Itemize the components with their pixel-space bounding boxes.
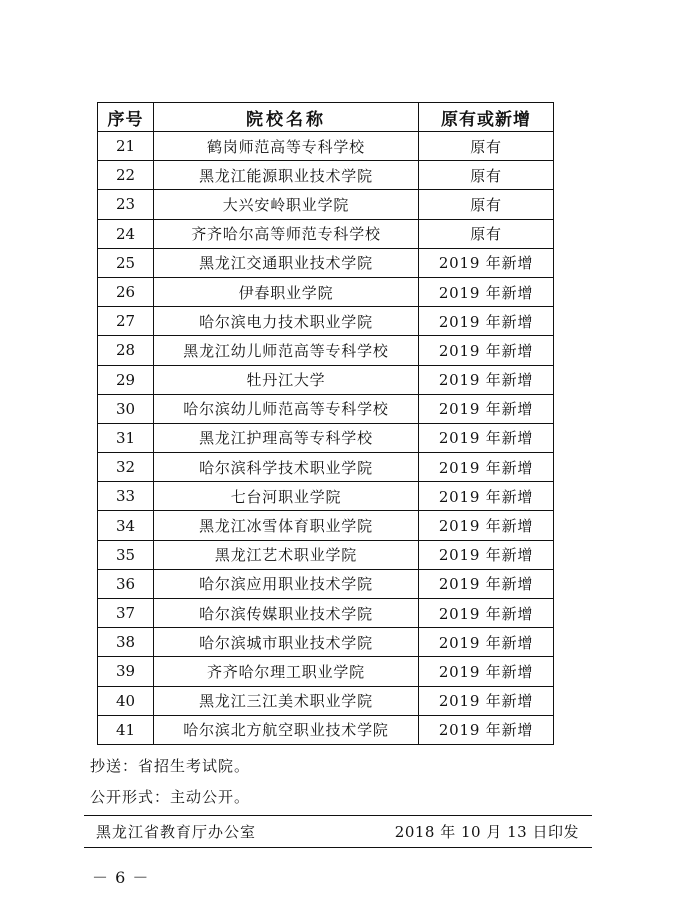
cell-institution-name: 黑龙江护理高等专科学校 [154, 423, 419, 452]
cell-serial: 30 [98, 394, 154, 423]
cell-serial: 34 [98, 511, 154, 540]
cell-status: 2019 年新增 [419, 277, 554, 306]
cell-serial: 23 [98, 190, 154, 219]
cell-serial: 32 [98, 453, 154, 482]
cell-status: 2019 年新增 [419, 569, 554, 598]
cell-institution-name: 大兴安岭职业学院 [154, 190, 419, 219]
cell-serial: 24 [98, 219, 154, 248]
cell-status: 原有 [419, 161, 554, 190]
cell-institution-name: 七台河职业学院 [154, 482, 419, 511]
table-row [98, 190, 554, 219]
cell-status: 2019 年新增 [419, 248, 554, 277]
cell-status: 2019 年新增 [419, 599, 554, 628]
disclosure-line: 公开形式：主动公开。 [90, 788, 251, 806]
table-row [98, 540, 554, 569]
cell-institution-name: 哈尔滨电力技术职业学院 [154, 307, 419, 336]
cell-institution-name: 黑龙江能源职业技术学院 [154, 161, 419, 190]
table-row [98, 277, 554, 306]
cell-institution-name: 黑龙江三江美术职业学院 [154, 686, 419, 715]
cell-status: 2019 年新增 [419, 628, 554, 657]
cell-serial: 22 [98, 161, 154, 190]
table-row [98, 248, 554, 277]
cell-status: 2019 年新增 [419, 686, 554, 715]
table-row [98, 453, 554, 482]
cell-serial: 41 [98, 715, 154, 744]
cell-institution-name: 黑龙江冰雪体育职业学院 [154, 511, 419, 540]
cell-institution-name: 牡丹江大学 [154, 365, 419, 394]
cell-institution-name: 哈尔滨北方航空职业技术学院 [154, 715, 419, 744]
page-number: － 6 － [92, 868, 150, 887]
cell-serial: 36 [98, 569, 154, 598]
cell-status: 2019 年新增 [419, 453, 554, 482]
table-row [98, 569, 554, 598]
issuer: 黑龙江省教育厅办公室 [96, 823, 257, 841]
cell-institution-name: 哈尔滨科学技术职业学院 [154, 453, 419, 482]
table-header-row [98, 103, 554, 132]
table-row [98, 132, 554, 161]
cell-status: 2019 年新增 [419, 336, 554, 365]
issue-date: 2018 年 10 月 13 日印发 [394, 823, 579, 841]
table-row [98, 482, 554, 511]
table-row [98, 336, 554, 365]
cell-institution-name: 黑龙江艺术职业学院 [154, 540, 419, 569]
cc-line: 抄送：省招生考试院。 [90, 757, 251, 775]
table-row [98, 599, 554, 628]
table-row [98, 628, 554, 657]
table-row [98, 394, 554, 423]
table-row [98, 219, 554, 248]
bottom-divider [84, 847, 592, 848]
table-row [98, 307, 554, 336]
cell-status: 2019 年新增 [419, 307, 554, 336]
cell-serial: 25 [98, 248, 154, 277]
cell-serial: 40 [98, 686, 154, 715]
cell-status: 原有 [419, 132, 554, 161]
header-serial: 序号 [98, 103, 154, 132]
cell-status: 2019 年新增 [419, 482, 554, 511]
table-row [98, 715, 554, 744]
cell-institution-name: 哈尔滨城市职业技术学院 [154, 628, 419, 657]
table-row [98, 511, 554, 540]
cell-serial: 28 [98, 336, 154, 365]
cell-status: 2019 年新增 [419, 715, 554, 744]
cell-institution-name: 哈尔滨幼儿师范高等专科学校 [154, 394, 419, 423]
cell-institution-name: 鹤岗师范高等专科学校 [154, 132, 419, 161]
table-row [98, 423, 554, 452]
table-row [98, 161, 554, 190]
cell-institution-name: 齐齐哈尔理工职业学院 [154, 657, 419, 686]
cell-institution-name: 伊春职业学院 [154, 277, 419, 306]
cell-status: 2019 年新增 [419, 365, 554, 394]
header-status: 原有或新增 [419, 103, 554, 132]
top-divider [84, 815, 592, 816]
cell-serial: 39 [98, 657, 154, 686]
cell-status: 2019 年新增 [419, 394, 554, 423]
cell-institution-name: 黑龙江幼儿师范高等专科学校 [154, 336, 419, 365]
table-row [98, 686, 554, 715]
cell-serial: 26 [98, 277, 154, 306]
cell-serial: 33 [98, 482, 154, 511]
cell-serial: 21 [98, 132, 154, 161]
header-institution-name: 院校名称 [154, 103, 419, 132]
cell-institution-name: 齐齐哈尔高等师范专科学校 [154, 219, 419, 248]
cell-institution-name: 哈尔滨传媒职业技术学院 [154, 599, 419, 628]
cell-status: 2019 年新增 [419, 511, 554, 540]
cell-status: 原有 [419, 190, 554, 219]
cell-status: 原有 [419, 219, 554, 248]
cell-status: 2019 年新增 [419, 657, 554, 686]
table-row [98, 365, 554, 394]
institution-table [97, 102, 554, 745]
cell-serial: 35 [98, 540, 154, 569]
cell-institution-name: 哈尔滨应用职业技术学院 [154, 569, 419, 598]
cell-institution-name: 黑龙江交通职业技术学院 [154, 248, 419, 277]
table-row [98, 657, 554, 686]
cell-status: 2019 年新增 [419, 540, 554, 569]
cell-status: 2019 年新增 [419, 423, 554, 452]
cell-serial: 37 [98, 599, 154, 628]
cell-serial: 29 [98, 365, 154, 394]
cell-serial: 31 [98, 423, 154, 452]
cell-serial: 27 [98, 307, 154, 336]
cell-serial: 38 [98, 628, 154, 657]
